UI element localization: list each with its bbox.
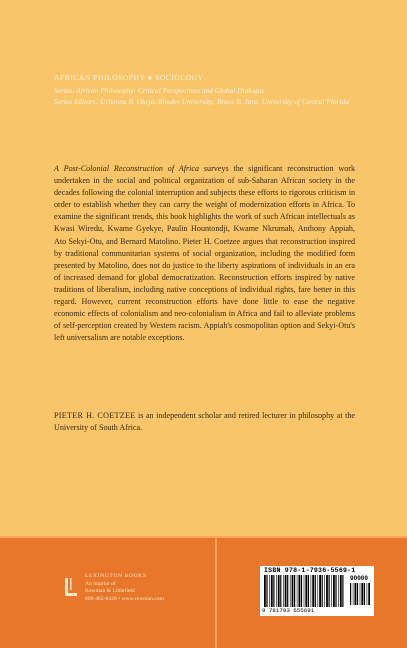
- barcode-bar: [311, 575, 312, 607]
- barcode-bar: [326, 575, 328, 607]
- barcode-bar: [338, 575, 339, 607]
- book-title: A Post-Colonial Reconstruction of Africa: [54, 164, 200, 173]
- band-vertical-divider: [215, 538, 217, 648]
- barcode-bar: [271, 575, 273, 607]
- barcode-bar: [324, 575, 325, 607]
- barcode-bar: [290, 575, 291, 607]
- ean-digits: 9 781793 655691: [262, 607, 315, 614]
- barcode-bar: [278, 575, 280, 607]
- barcode-bar: [269, 575, 270, 607]
- category-first: AFRICAN PHILOSOPHY: [54, 73, 146, 82]
- barcode-bar: [297, 575, 298, 607]
- publisher-contact: 800-462-6420 • www.rowman.com: [85, 595, 164, 602]
- isbn-text: ISBN 978-1-7936-5569-1: [264, 567, 356, 574]
- barcode-bar: [322, 575, 323, 607]
- barcode-bar: [312, 575, 314, 607]
- addon-barcode: [350, 583, 370, 605]
- barcode-bar: [360, 583, 361, 605]
- barcode-bar: [304, 575, 305, 607]
- barcode-bar: [301, 575, 302, 607]
- publisher-block: [64, 573, 204, 603]
- barcode-bar: [350, 583, 351, 605]
- author-bio-text: is an independent scholar and retired lecturer in philosophy at the University of South Africa.: [54, 411, 356, 433]
- barcode-bar: [264, 575, 266, 607]
- subject-category: [54, 73, 374, 82]
- barcode-bar: [342, 575, 343, 607]
- publisher-imprint: An imprint of: [85, 580, 116, 587]
- category-separator: ●: [147, 73, 153, 82]
- barcode-bar: [283, 575, 284, 607]
- barcode-bar: [299, 575, 301, 607]
- barcode-bar: [294, 575, 295, 607]
- publisher-name: LEXINGTON BOOKS: [85, 573, 147, 579]
- barcode-bar: [276, 575, 277, 607]
- publisher-text: [85, 573, 164, 603]
- barcode-bar: [305, 575, 307, 607]
- price-code: 90000: [350, 575, 369, 582]
- category-second: SOCIOLOGY: [155, 73, 204, 82]
- series-title: Series: African Philosophy: Critical Perspectives and Global Dialogue: [54, 86, 265, 95]
- barcode-bar: [315, 575, 316, 607]
- barcode-bar: [353, 583, 354, 605]
- barcode-bar: [357, 583, 358, 605]
- barcode-bar: [368, 583, 370, 605]
- author-bio: [54, 410, 355, 434]
- barcode-bar: [335, 575, 336, 607]
- barcode-bar: [273, 575, 274, 607]
- barcode-panel: [260, 566, 374, 616]
- book-description: [54, 163, 355, 344]
- ean-barcode: [264, 575, 346, 607]
- barcode-bar: [340, 575, 342, 607]
- barcode-bar: [266, 575, 267, 607]
- barcode-bar: [355, 583, 357, 605]
- barcode-bar: [308, 575, 309, 607]
- barcode-bar: [364, 583, 365, 605]
- series-info: [54, 85, 372, 107]
- barcode-bar: [333, 575, 335, 607]
- publisher-parent: Rowman & Littlefield: [85, 588, 135, 595]
- barcode-bar: [292, 575, 294, 607]
- barcode-bar: [318, 575, 319, 607]
- barcode-bar: [331, 575, 332, 607]
- series-editors: Series Editors: Uchenna B. Okeja, Rhodes University; Bruce B. Janz, University of Central Florida: [54, 97, 349, 106]
- barcode-bar: [361, 583, 363, 605]
- barcode-bar: [367, 583, 368, 605]
- barcode-bar: [319, 575, 321, 607]
- publisher-logo-icon: [64, 577, 78, 597]
- barcode-bar: [285, 575, 287, 607]
- barcode-bar: [287, 575, 288, 607]
- barcode-bar: [280, 575, 281, 607]
- description-body: surveys the significant reconstruction work undertaken in the social and political organization of sub-Saharan African society in the decades following the colonial interruption and subjects these efforts to rigorous criticism in order to establish whether they can carry the weight of modernization efforts in Africa. To examine the significant trends, this book highlights the work of such African intellectuals as Kwasi Wiredu, Kwame Gyekye, Paulin Hountondji, Kwame Nkrumah, Anthony Appiah, Ato Sekyi-Otu, and Bernard Matolino. Pieter H. Coetzee argues that reconstruction inspired by traditional communitarian systems of social organization, including the modified form presented by Matolino, does not do justice to the liberty aspirations of individuals in an era of increased demand for global democratization. Reconstruction efforts inspired by native traditions of liberalism, including native conceptions of individual rights, fare better in this regard. However, current reconstruction efforts have done little to ease the negative economic effects of colonialism and neo-colonialism in Africa and fail to alleviate problems of self-perception created by Western racism. Appiah's cosmopolitan option and Sekyi-Otu's left universalism are notable exceptions.: [54, 164, 355, 343]
- barcode-bar: [329, 575, 330, 607]
- author-name: PIETER H. COETZEE: [54, 411, 136, 420]
